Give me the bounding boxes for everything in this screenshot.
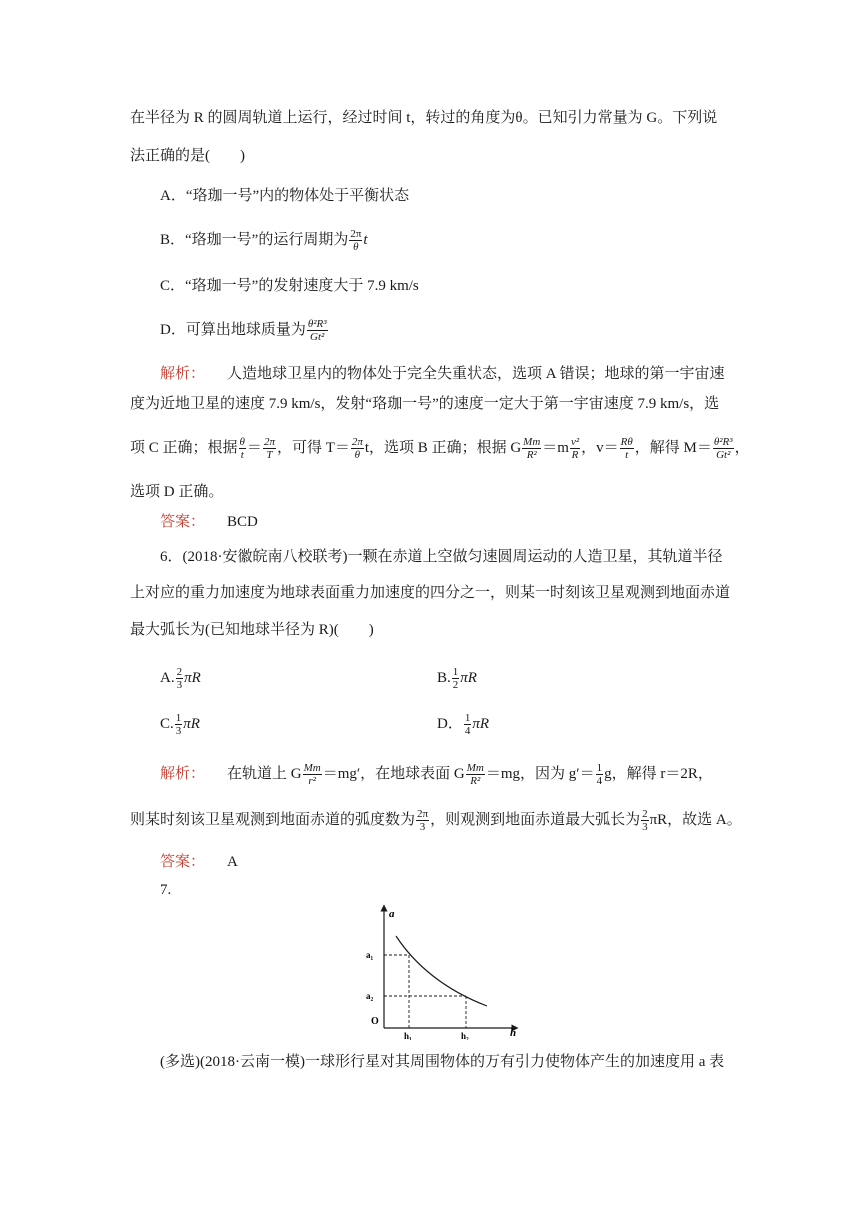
q5-solution-line-2: 度为近地卫星的速度 7.9 km/s，发射“珞珈一号”的速度一定大于第一宇宙速度 7.9 km/s，选: [130, 396, 720, 412]
q6-stem-line-3: 最大弧长为(已知地球半径为 R)( ): [130, 622, 374, 638]
fraction: $\frac{1}{4}$: [596, 762, 603, 787]
q7-number: 7.: [160, 882, 172, 898]
fraction: $\frac{1}{4}$: [464, 712, 471, 737]
q6-option-a: A. $\frac{2}{3}$ πR: [160, 666, 201, 691]
q5-option-d-text: D．可算出地球质量为: [160, 321, 306, 338]
h1-label: h₁: [404, 1031, 412, 1040]
fraction: $\frac{2\pi}{T}$: [263, 436, 275, 461]
solution-label: 解析：: [160, 365, 206, 382]
q6-option-b: B. $\frac{1}{2}$ πR: [437, 666, 477, 691]
fraction: $\frac{\text{θ²R³}}{\text{Gt²}}$: [307, 318, 327, 343]
q6-stem-line-1: 6．(2018·安徽皖南八校联考)一颗在赤道上空做匀速圆周运动的人造卫星，其轨道半径: [160, 549, 723, 565]
x-axis-label: h: [510, 1027, 517, 1039]
origin-label: O: [371, 1016, 379, 1027]
q5-option-a: A．“珞珈一号”内的物体处于平衡状态: [160, 188, 410, 204]
fraction: $\frac{1}{2}$: [452, 666, 459, 691]
fraction: $\frac{R\theta}{t}$: [620, 436, 633, 461]
q5-answer: 答案： BCD: [160, 513, 258, 530]
a1-label: a₁: [366, 950, 374, 960]
q6-option-d: D． $\frac{1}{4}$ πR: [437, 712, 490, 737]
q6-solution-line-2: 则某时刻该卫星观测到地面赤道的弧度数为 $\frac{2\pi}{3}$ ，则观测到地面赤道最大弧长为 $\frac{2}{3}$ πR，故选 A。: [130, 808, 742, 833]
q6-option-c: C. $\frac{1}{3}$ πR: [160, 712, 200, 737]
fraction: $\frac{\text{θ²R³}}{\text{Gt²}}$: [713, 436, 733, 461]
q5-option-d: [160, 318, 329, 343]
q5-option-b: B．“珞珈一号”的运行周期为 $\frac{2\pi}{\theta}$ t: [160, 228, 368, 253]
q5-solution-line-4: 选项 D 正确。: [130, 484, 224, 500]
h2-label: h₂: [461, 1031, 469, 1040]
answer-label: 答案：: [160, 853, 206, 870]
fraction: $\frac{\text{v²}}{R}$: [570, 436, 580, 461]
fraction: $\frac{2}{3}$: [642, 808, 648, 833]
fraction: $\frac{2}{3}$: [176, 666, 183, 691]
fraction: $\frac{2\pi}{3}$: [417, 808, 429, 833]
fraction: $\frac{1}{3}$: [175, 712, 182, 737]
fraction: $\frac{Mm}{\text{R²}}$: [523, 436, 541, 461]
fraction: $\frac{\theta}{t}$: [239, 436, 245, 461]
fraction: $\frac{Mm}{\text{r²}}$: [303, 762, 321, 787]
q5-solution-line-1: 解析： 人造地球卫星内的物体处于完全失重状态，选项 A 错误；地球的第一宇宙速: [160, 365, 725, 382]
fraction: $\frac{Mm}{\text{R²}}$: [466, 762, 484, 787]
q7-graph: [360, 900, 530, 1040]
q5-solution-line-3: 项 C 正确；根据 $\frac{\theta}{t}$ ＝ $\frac{2\pi}{T}$ ，可得 T＝ $\frac{2\pi}{\theta}$ t，选项 B 正确；根据 G $\frac{Mm}{\text{R²}}$ ＝m $\frac{\text{v²}}{R}$ ，v＝ $\frac{R\theta}{t}$ ，解得 M＝ $\frac{\text{θ²R³}}{\text{Gt²}}$ ，: [130, 436, 750, 461]
q5-stem-line-2: 法正确的是( ): [130, 148, 245, 164]
answer-label: 答案：: [160, 513, 206, 530]
y-axis-label: a: [389, 908, 395, 920]
fraction: $\frac{2\pi}{\theta}$: [351, 436, 363, 461]
solution-label: 解析：: [160, 764, 206, 782]
q5-option-b-text: B．“珞珈一号”的运行周期为: [160, 231, 349, 248]
q6-stem-line-2: 上对应的重力加速度为地球表面重力加速度的四分之一，则某一时刻该卫星观测到地面赤道: [130, 585, 731, 601]
a2-label: a₂: [366, 991, 374, 1001]
curve: [396, 936, 487, 1006]
q5-stem-line-1: 在半径为 R 的圆周轨道上运行，经过时间 t，转过的角度为θ。已知引力常量为 G。下列说: [130, 110, 718, 126]
fraction: $\frac{2\pi}{\theta}$: [350, 228, 362, 253]
q7-stem-line-1: (多选)(2018·云南一模)一球形行星对其周围物体的万有引力使物体产生的加速度用 a 表: [160, 1054, 725, 1070]
q5-option-c: C．“珞珈一号”的发射速度大于 7.9 km/s: [160, 278, 419, 294]
q6-answer: 答案： A: [160, 853, 238, 870]
q6-solution-line-1: 解析： 在轨道上 G $\frac{Mm}{\text{r²}}$ ＝mg′，在地球表面 G $\frac{Mm}{\text{R²}}$ ＝mg，因为 g′＝ $\frac{1}{4}$ g，解得 r＝2R，: [160, 762, 713, 787]
